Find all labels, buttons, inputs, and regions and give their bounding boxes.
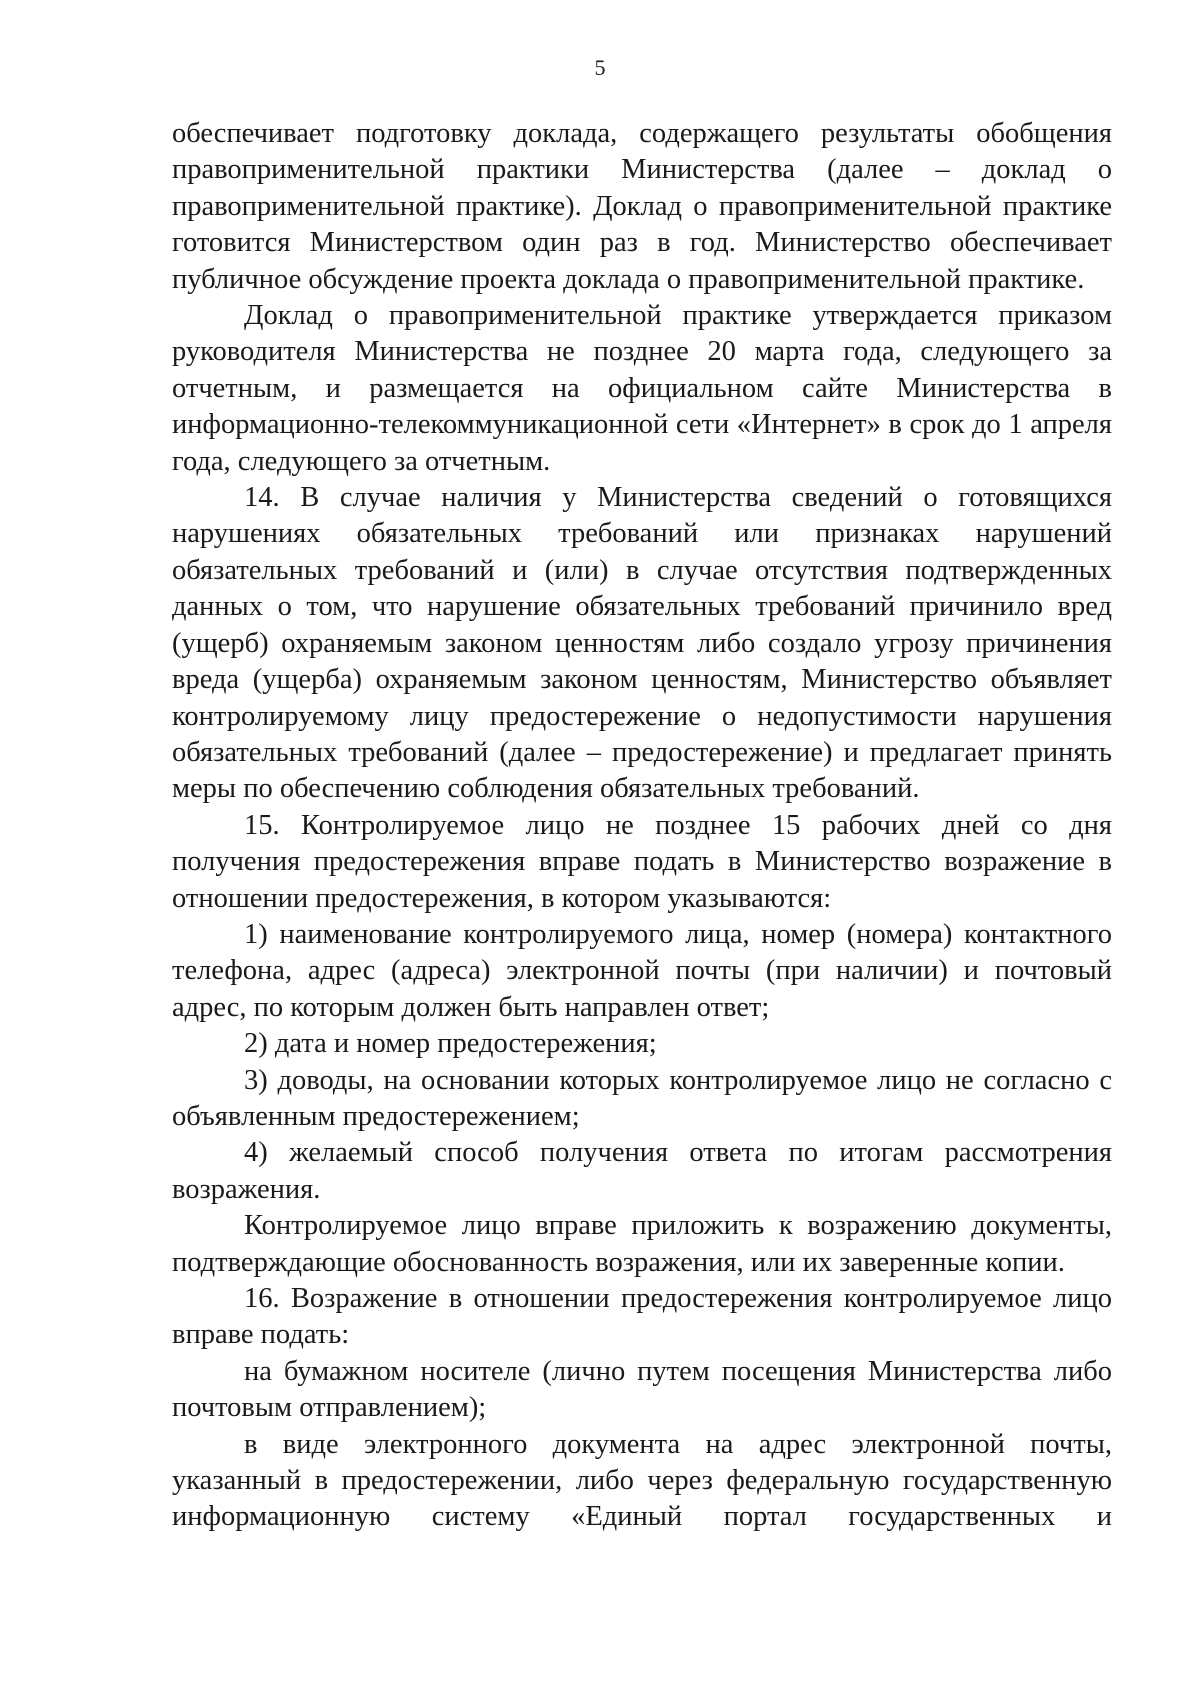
paragraph-report-approval: Доклад о правоприменительной практике утверждается приказом руководителя Министерства не позднее 20 марта года, следующего за отчетным, и размещается на официальном сайте Министерства в информационно-телекоммуникационной сети «Интернет» в срок до 1 апреля года, следующего за отчетным. — [172, 300, 1112, 477]
list-item-2-date-number: 2) дата и номер предостережения; — [244, 1028, 657, 1060]
paragraph-report-preparation: обеспечивает подготовку доклада, содержащего результаты обобщения правоприменительной практики Министерства (далее – доклад о правоприменительной практике). Доклад о правоприменительной практике готовится Министерством один раз в год. Министерство обеспечивает публичное обсуждение проекта доклада о правоприменительной практике. — [172, 118, 1112, 295]
paragraph-paper-submission: на бумажном носителе (лично путем посещения Министерства либо почтовым отправлением); — [172, 1355, 1112, 1424]
paragraph-attachments: Контролируемое лицо вправе приложить к возражению документы, подтверждающие обоснованность возражения, или их заверенные копии. — [172, 1210, 1112, 1278]
page-number: 5 — [594, 55, 606, 80]
paragraph-15-objection: 15. Контролируемое лицо не позднее 15 рабочих дней со дня получения предостережения вправе подать в Министерство возражение в отношении предостережения, в котором указываются: — [172, 809, 1112, 914]
list-item-3-arguments: 3) доводы, на основании которых контролируемое лицо не согласно с объявленным предостережением; — [172, 1064, 1112, 1132]
list-item-1-contact-details: 1) наименование контролируемого лица, номер (номера) контактного телефона, адрес (адреса) электронной почты (при наличии) и почтовый адрес, по которым должен быть направлен ответ; — [172, 918, 1112, 1023]
paragraph-16-submission: 16. Возражение в отношении предостережения контролируемое лицо вправе подать: — [172, 1283, 1112, 1351]
paragraph-14-warning: 14. В случае наличия у Министерства сведений о готовящихся нарушениях обязательных требований или признаках нарушений обязательных требований и (или) в случае отсутствия подтвержденных данных о том, что нарушение обязательных требований причинило вред (ущерб) охраняемым законом ценностям либо создало угрозу причинения вреда (ущерба) охраняемым законом ценностям, Министерство объявляет контролируемому лицу предостережение о недопустимости нарушения обязательных требований (далее – предостережение) и предлагает принять меры по обеспечению соблюдения обязательных требований. — [172, 482, 1112, 805]
document-body — [172, 116, 1112, 1536]
list-item-4-response-method: 4) желаемый способ получения ответа по итогам рассмотрения возражения. — [172, 1137, 1112, 1205]
paragraph-electronic-submission: в виде электронного документа на адрес электронной почты, указанный в предостережении, либо через федеральную государственную информационную систему «Единый портал государственных и — [172, 1428, 1112, 1533]
